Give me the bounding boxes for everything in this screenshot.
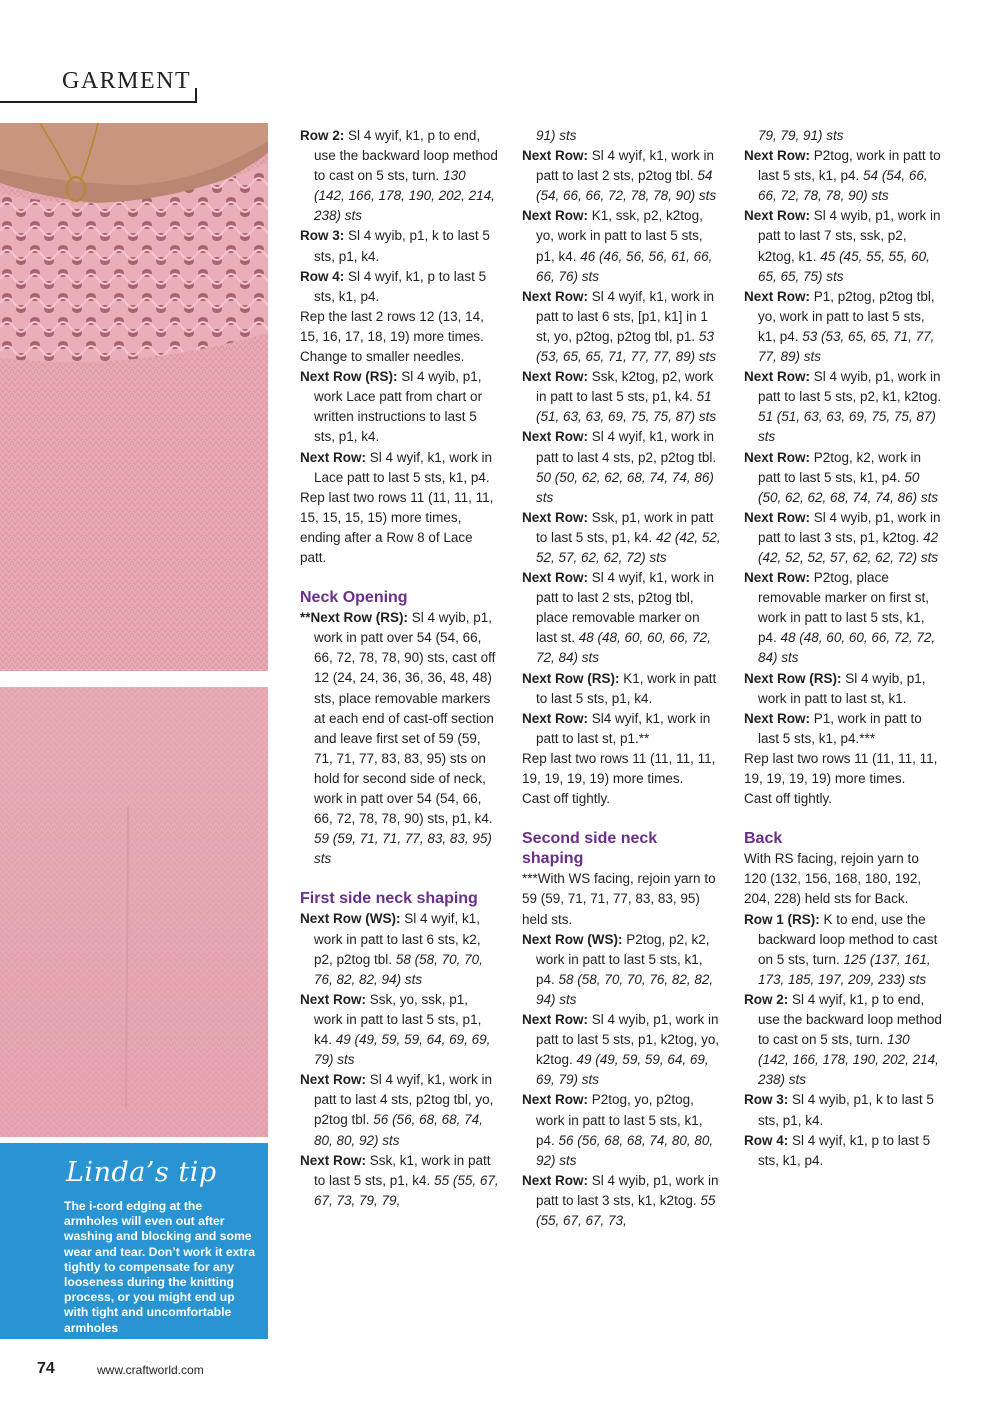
row-label: Next Row:: [522, 1092, 589, 1108]
row-label: Row 1 (RS):: [744, 911, 820, 927]
row-text: Cast off tightly.: [522, 791, 611, 807]
row-text: Ssk, yo, ssk, p1, work in patt to last 5 sts, p1, k4.: [314, 991, 482, 1048]
pattern-note: [744, 749, 944, 789]
stitch-count: 125 (137, 161, 173, 185, 197, 209, 233) sts: [758, 951, 931, 987]
stitch-count: 55 (55, 67, 67, 73,: [536, 1192, 716, 1228]
stitch-count: 54 (54, 66, 66, 72, 78, 78, 90) sts: [758, 168, 928, 204]
pattern-row: [744, 669, 944, 709]
row-text: P2tog, yo, p2tog, work in patt to last 5 sts, k1, p4.: [536, 1092, 703, 1148]
pattern-row: [300, 608, 500, 869]
pattern-row: [744, 206, 944, 286]
row-label: Next Row (RS):: [744, 670, 842, 686]
pattern-row: [744, 910, 944, 990]
row-text: ***With WS facing, rejoin yarn to 59 (59, 71, 71, 77, 83, 83, 95) held sts.: [522, 871, 716, 927]
row-label: Next Row:: [522, 369, 589, 385]
stitch-count: 51 (51, 63, 63, 69, 75, 75, 87) sts: [536, 389, 717, 425]
pattern-row: [522, 930, 722, 1010]
row-text: K1, work in patt to last 5 sts, p1, k4.: [536, 670, 717, 706]
pattern-row: [744, 1131, 944, 1171]
pattern-row: [300, 1151, 500, 1211]
pattern-row: [744, 508, 944, 568]
row-text: Cast off tightly.: [744, 791, 833, 807]
row-text: P2tog, place removable marker on first st, work in patt to last 5 sts, k1, p4.: [758, 570, 930, 646]
row-label: Row 4:: [744, 1132, 789, 1148]
section-heading: Neck Opening: [300, 589, 408, 607]
tip-body: The i-cord edging at the armholes will even out after washing and blocking and some wear and tear. Don’t work it extra tightly to compensate for any looseness during the knitting process, or you might end up with tight and uncomfortable armholes: [64, 1199, 255, 1335]
row-text: K1, ssk, p2, k2tog, yo, work in patt to last 5 sts, p1, k4.: [536, 208, 703, 264]
row-text: Sl 4 wyif, k1, work in patt to last 2 sts, p2tog tbl, place removable marker on last st.: [536, 570, 715, 646]
pattern-row: [744, 287, 944, 367]
pattern-row: [522, 568, 722, 668]
row-text: Sl 4 wyib, p1, work in patt over 54 (54, 66, 66, 72, 78, 78, 90) sts, cast off 12 (24, 24, 36, 36, 36, 48, 48) sts, place removable markers at each end of cast-off section and leave first set of 59 (59, 71, 71, 77, 83, 83, 95) sts on hold for second side of neck, work in patt over 54 (54, 66, 66, 72, 78, 78, 90) sts, p1, k4.: [314, 610, 496, 827]
row-text: Ssk, k1, work in patt to last 5 sts, p1, k4.: [314, 1152, 491, 1188]
row-label: Row 2:: [744, 991, 789, 1007]
sweater-body-photo: [0, 687, 268, 1137]
row-label: Next Row:: [744, 288, 811, 304]
row-text: P1, work in patt to last 5 sts, k1, p4.***: [758, 710, 922, 746]
pattern-note: [522, 749, 722, 789]
row-label: Next Row:: [300, 1072, 367, 1088]
row-text: Sl 4 wyib, p1, work Lace patt from chart or written instructions to last 5 sts, p1, k4.: [314, 369, 483, 445]
section-label: GARMENT: [62, 68, 192, 94]
stitch-count: 46 (46, 56, 56, 61, 66, 66, 76) sts: [536, 248, 713, 284]
row-text: Sl 4 wyif, k1, work in patt to last 4 sts, p2, p2tog tbl.: [536, 429, 717, 465]
continued-stitch-count: [522, 126, 722, 146]
pattern-row: [744, 709, 944, 749]
row-text: P1, p2tog, p2tog tbl, yo, work in patt to last 5 sts, k1, p4.: [758, 288, 935, 344]
pattern-row: [744, 568, 944, 668]
row-text: Sl 4 wyib, p1, work in patt to last 3 sts, k1, k2tog.: [536, 1172, 719, 1208]
stitch-count: 56 (56, 68, 68, 74, 80, 80, 92) sts: [314, 1112, 483, 1148]
row-text: Sl 4 wyib, p1, k to last 5 sts, p1, k4.: [758, 1092, 934, 1128]
pattern-row: [300, 1070, 500, 1150]
pattern-row: [300, 267, 500, 307]
stitch-count: 49 (49, 59, 59, 64, 69, 69, 79) sts: [536, 1052, 709, 1088]
pattern-row: [522, 1090, 722, 1170]
row-text: Rep last two rows 11 (11, 11, 11, 19, 19, 19, 19) more times.: [522, 750, 716, 786]
row-text: Rep last two rows 11 (11, 11, 11, 15, 15, 15, 15) more times, ending after a Row 8 of Lace patt.: [300, 489, 494, 565]
pattern-row: [522, 669, 722, 709]
pattern-row: [744, 146, 944, 206]
stitch-count: 53 (53, 65, 65, 71, 77, 77, 89) sts: [536, 328, 717, 365]
row-label: Next Row:: [300, 1152, 367, 1168]
pattern-row: [522, 206, 722, 286]
row-label: Next Row:: [522, 1012, 589, 1028]
row-text: Sl 4 wyib, p1, work in patt to last st, k1.: [758, 670, 926, 706]
section-rule: [0, 101, 197, 103]
stitch-count: 42 (42, 52, 52, 57, 62, 62, 72) sts: [758, 529, 939, 565]
row-label: Next Row:: [744, 148, 811, 164]
row-label: Next Row:: [522, 148, 589, 164]
pattern-note: [300, 347, 500, 367]
sweater-yoke-illustration: [0, 123, 268, 671]
row-text: K to end, use the backward loop method to cast on 5 sts, turn.: [758, 911, 938, 967]
row-label: Next Row (WS):: [522, 931, 623, 947]
row-text: Change to smaller needles.: [300, 349, 465, 365]
pattern-row: [522, 508, 722, 568]
row-label: Row 4:: [300, 268, 345, 284]
row-text: Sl 4 wyib, p1, k to last 5 sts, p1, k4.: [314, 228, 490, 264]
row-text: Rep the last 2 rows 12 (13, 14, 15, 16, 17, 18, 19) more times.: [300, 308, 484, 344]
pattern-row: [522, 1010, 722, 1090]
stitch-count: 49 (49, 59, 59, 64, 69, 69, 79) sts: [314, 1032, 491, 1068]
row-text: Sl 4 wyib, p1, work in patt to last 5 sts, p1, k2tog, yo, k2tog.: [536, 1012, 720, 1068]
sweater-yoke-photo: [0, 123, 268, 671]
row-text: Ssk, p1, work in patt to last 5 sts, p1, k4.: [536, 509, 714, 545]
stitch-count: 79, 79, 91) sts: [758, 128, 844, 143]
row-text: Sl 4 wyif, k1, work in patt to last 4 sts, p2tog tbl, yo, p2tog tbl.: [314, 1072, 494, 1128]
row-text: With RS facing, rejoin yarn to 120 (132, 156, 168, 180, 192, 204, 228) held sts for Back.: [744, 851, 922, 907]
pattern-row: [744, 990, 944, 1090]
row-label: Next Row:: [744, 208, 811, 224]
row-text: Sl 4 wyif, k1, p to end, use the backward loop method to cast on 5 sts, turn.: [758, 991, 942, 1048]
row-text: Ssk, k2tog, p2, work in patt to last 5 sts, p1, k4.: [536, 369, 714, 405]
pattern-row: [744, 448, 944, 508]
stitch-count: 53 (53, 65, 65, 71, 77, 77, 89) sts: [758, 328, 935, 365]
pattern-row: [522, 1171, 722, 1231]
page-number: 74: [37, 1360, 55, 1377]
pattern-row: [522, 146, 722, 206]
pattern-row: [300, 909, 500, 989]
pattern-row: [300, 226, 500, 266]
row-label: Next Row:: [522, 570, 589, 586]
pattern-row: [522, 287, 722, 367]
row-label: Next Row:: [522, 509, 589, 525]
stitch-count: 48 (48, 60, 60, 66, 72, 72, 84) sts: [758, 630, 936, 666]
continued-stitch-count: [744, 126, 944, 146]
pattern-row: [522, 709, 722, 749]
row-text: Sl4 wyif, k1, work in patt to last st, p1.**: [536, 710, 711, 746]
pattern-column-3: [744, 126, 944, 1171]
pattern-row: [522, 427, 722, 507]
row-text: Sl 4 wyif, k1, work in patt to last 6 sts, [p1, k1] in 1 st, yo, p2tog, p2tog tbl, p1.: [536, 288, 715, 344]
pattern-note: [522, 869, 722, 929]
row-label: Next Row (WS):: [300, 911, 401, 927]
row-text: P2tog, k2, work in patt to last 5 sts, k1, p4.: [758, 449, 922, 485]
stitch-count: 55 (55, 67, 67, 73, 79, 79,: [314, 1172, 499, 1208]
pattern-note: [522, 789, 722, 809]
row-label: Next Row:: [522, 288, 589, 304]
row-text: Sl 4 wyif, k1, work in patt to last 6 sts, k2, p2, p2tog tbl.: [314, 911, 481, 967]
footer-url: www.craftworld.com: [97, 1363, 204, 1377]
row-text: P2tog, work in patt to last 5 sts, k1, p4.: [758, 148, 941, 184]
tip-title: Linda’s tip: [66, 1157, 217, 1188]
row-label: Next Row (RS):: [522, 670, 620, 686]
row-label: Next Row:: [744, 710, 811, 726]
pattern-row: [744, 367, 944, 447]
stitch-count: 50 (50, 62, 62, 68, 74, 74, 86) sts: [536, 469, 714, 505]
stitch-count: 45 (45, 55, 55, 60, 65, 65, 75) sts: [758, 248, 930, 284]
pattern-note: [300, 488, 500, 568]
section-heading: Second side neck shaping: [522, 830, 658, 868]
pattern-row: [522, 367, 722, 427]
row-label: Next Row:: [744, 449, 811, 465]
stitch-count: 56 (56, 68, 68, 74, 80, 80, 92) sts: [536, 1132, 714, 1168]
row-text: Sl 4 wyib, p1, work in patt to last 5 sts, p2, k1, k2tog.: [758, 369, 942, 405]
pattern-row: [744, 1090, 944, 1130]
stitch-count: 91) sts: [536, 128, 577, 143]
row-label: Next Row:: [522, 208, 589, 224]
pattern-note: [744, 789, 944, 809]
row-label: Next Row:: [522, 710, 589, 726]
row-text: Sl 4 wyib, p1, work in patt to last 7 sts, ssk, p2, k2tog, k1.: [758, 208, 941, 264]
pattern-column-2: [522, 126, 722, 1231]
row-label: Next Row:: [522, 429, 589, 445]
stitch-count: 130 (142, 166, 178, 190, 202, 214, 238) sts: [314, 168, 495, 224]
tip-box: [0, 1143, 268, 1339]
pattern-row: [300, 448, 500, 488]
stitch-count: 50 (50, 62, 62, 68, 74, 74, 86) sts: [758, 469, 939, 505]
sweater-body-illustration: [0, 687, 268, 1137]
row-label: Row 2:: [300, 128, 345, 143]
row-label: Next Row:: [300, 991, 367, 1007]
row-label: Next Row:: [744, 509, 811, 525]
row-text: Sl 4 wyif, k1, work in patt to last 2 sts, p2tog tbl.: [536, 148, 715, 184]
stitch-count: 48 (48, 60, 60, 66, 72, 72, 84) sts: [536, 630, 711, 666]
pattern-note: [300, 307, 500, 347]
row-text: Rep last two rows 11 (11, 11, 11, 19, 19, 19, 19) more times.: [744, 750, 938, 786]
row-text: Sl 4 wyif, k1, p to last 5 sts, k1, p4.: [314, 268, 487, 304]
row-label: **Next Row (RS):: [300, 610, 409, 626]
stitch-count: 58 (58, 70, 70, 76, 82, 82, 94) sts: [536, 971, 714, 1007]
pattern-note: [744, 849, 944, 909]
pattern-row: [300, 126, 500, 226]
row-text: Sl 4 wyib, p1, work in patt to last 3 sts, p1, k2tog.: [758, 509, 941, 545]
stitch-count: 59 (59, 71, 71, 77, 83, 83, 95) sts: [314, 831, 492, 867]
stitch-count: 42 (42, 52, 52, 57, 62, 62, 72) sts: [536, 529, 721, 565]
row-label: Next Row:: [744, 570, 811, 586]
pattern-column-1: [300, 126, 500, 1211]
stitch-count: 130 (142, 166, 178, 190, 202, 214, 238) sts: [758, 1032, 939, 1088]
section-rule-tick: [195, 88, 197, 103]
pattern-row: [300, 990, 500, 1070]
row-label: Row 3:: [744, 1092, 789, 1108]
row-label: Next Row:: [300, 449, 367, 465]
pattern-row: [300, 367, 500, 447]
row-label: Next Row (RS):: [300, 369, 398, 385]
row-label: Row 3:: [300, 228, 345, 244]
row-text: Sl 4 wyif, k1, p to last 5 sts, k1, p4.: [758, 1132, 931, 1168]
row-text: Sl 4 wyif, k1, p to end, use the backward loop method to cast on 5 sts, turn.: [314, 128, 498, 184]
row-text: Sl 4 wyif, k1, work in Lace patt to last 5 sts, k1, p4.: [314, 449, 493, 485]
stitch-count: 51 (51, 63, 63, 69, 75, 75, 87) sts: [758, 409, 936, 445]
row-label: Next Row:: [744, 369, 811, 385]
section-heading: Back: [744, 830, 783, 848]
stitch-count: 54 (54, 66, 66, 72, 78, 78, 90) sts: [536, 168, 717, 204]
stitch-count: 58 (58, 70, 70, 76, 82, 82, 94) sts: [314, 951, 483, 987]
row-label: Next Row:: [522, 1172, 589, 1188]
section-heading: First side neck shaping: [300, 890, 478, 908]
row-text: P2tog, p2, k2, work in patt to last 5 sts, k1, p4.: [536, 931, 710, 987]
